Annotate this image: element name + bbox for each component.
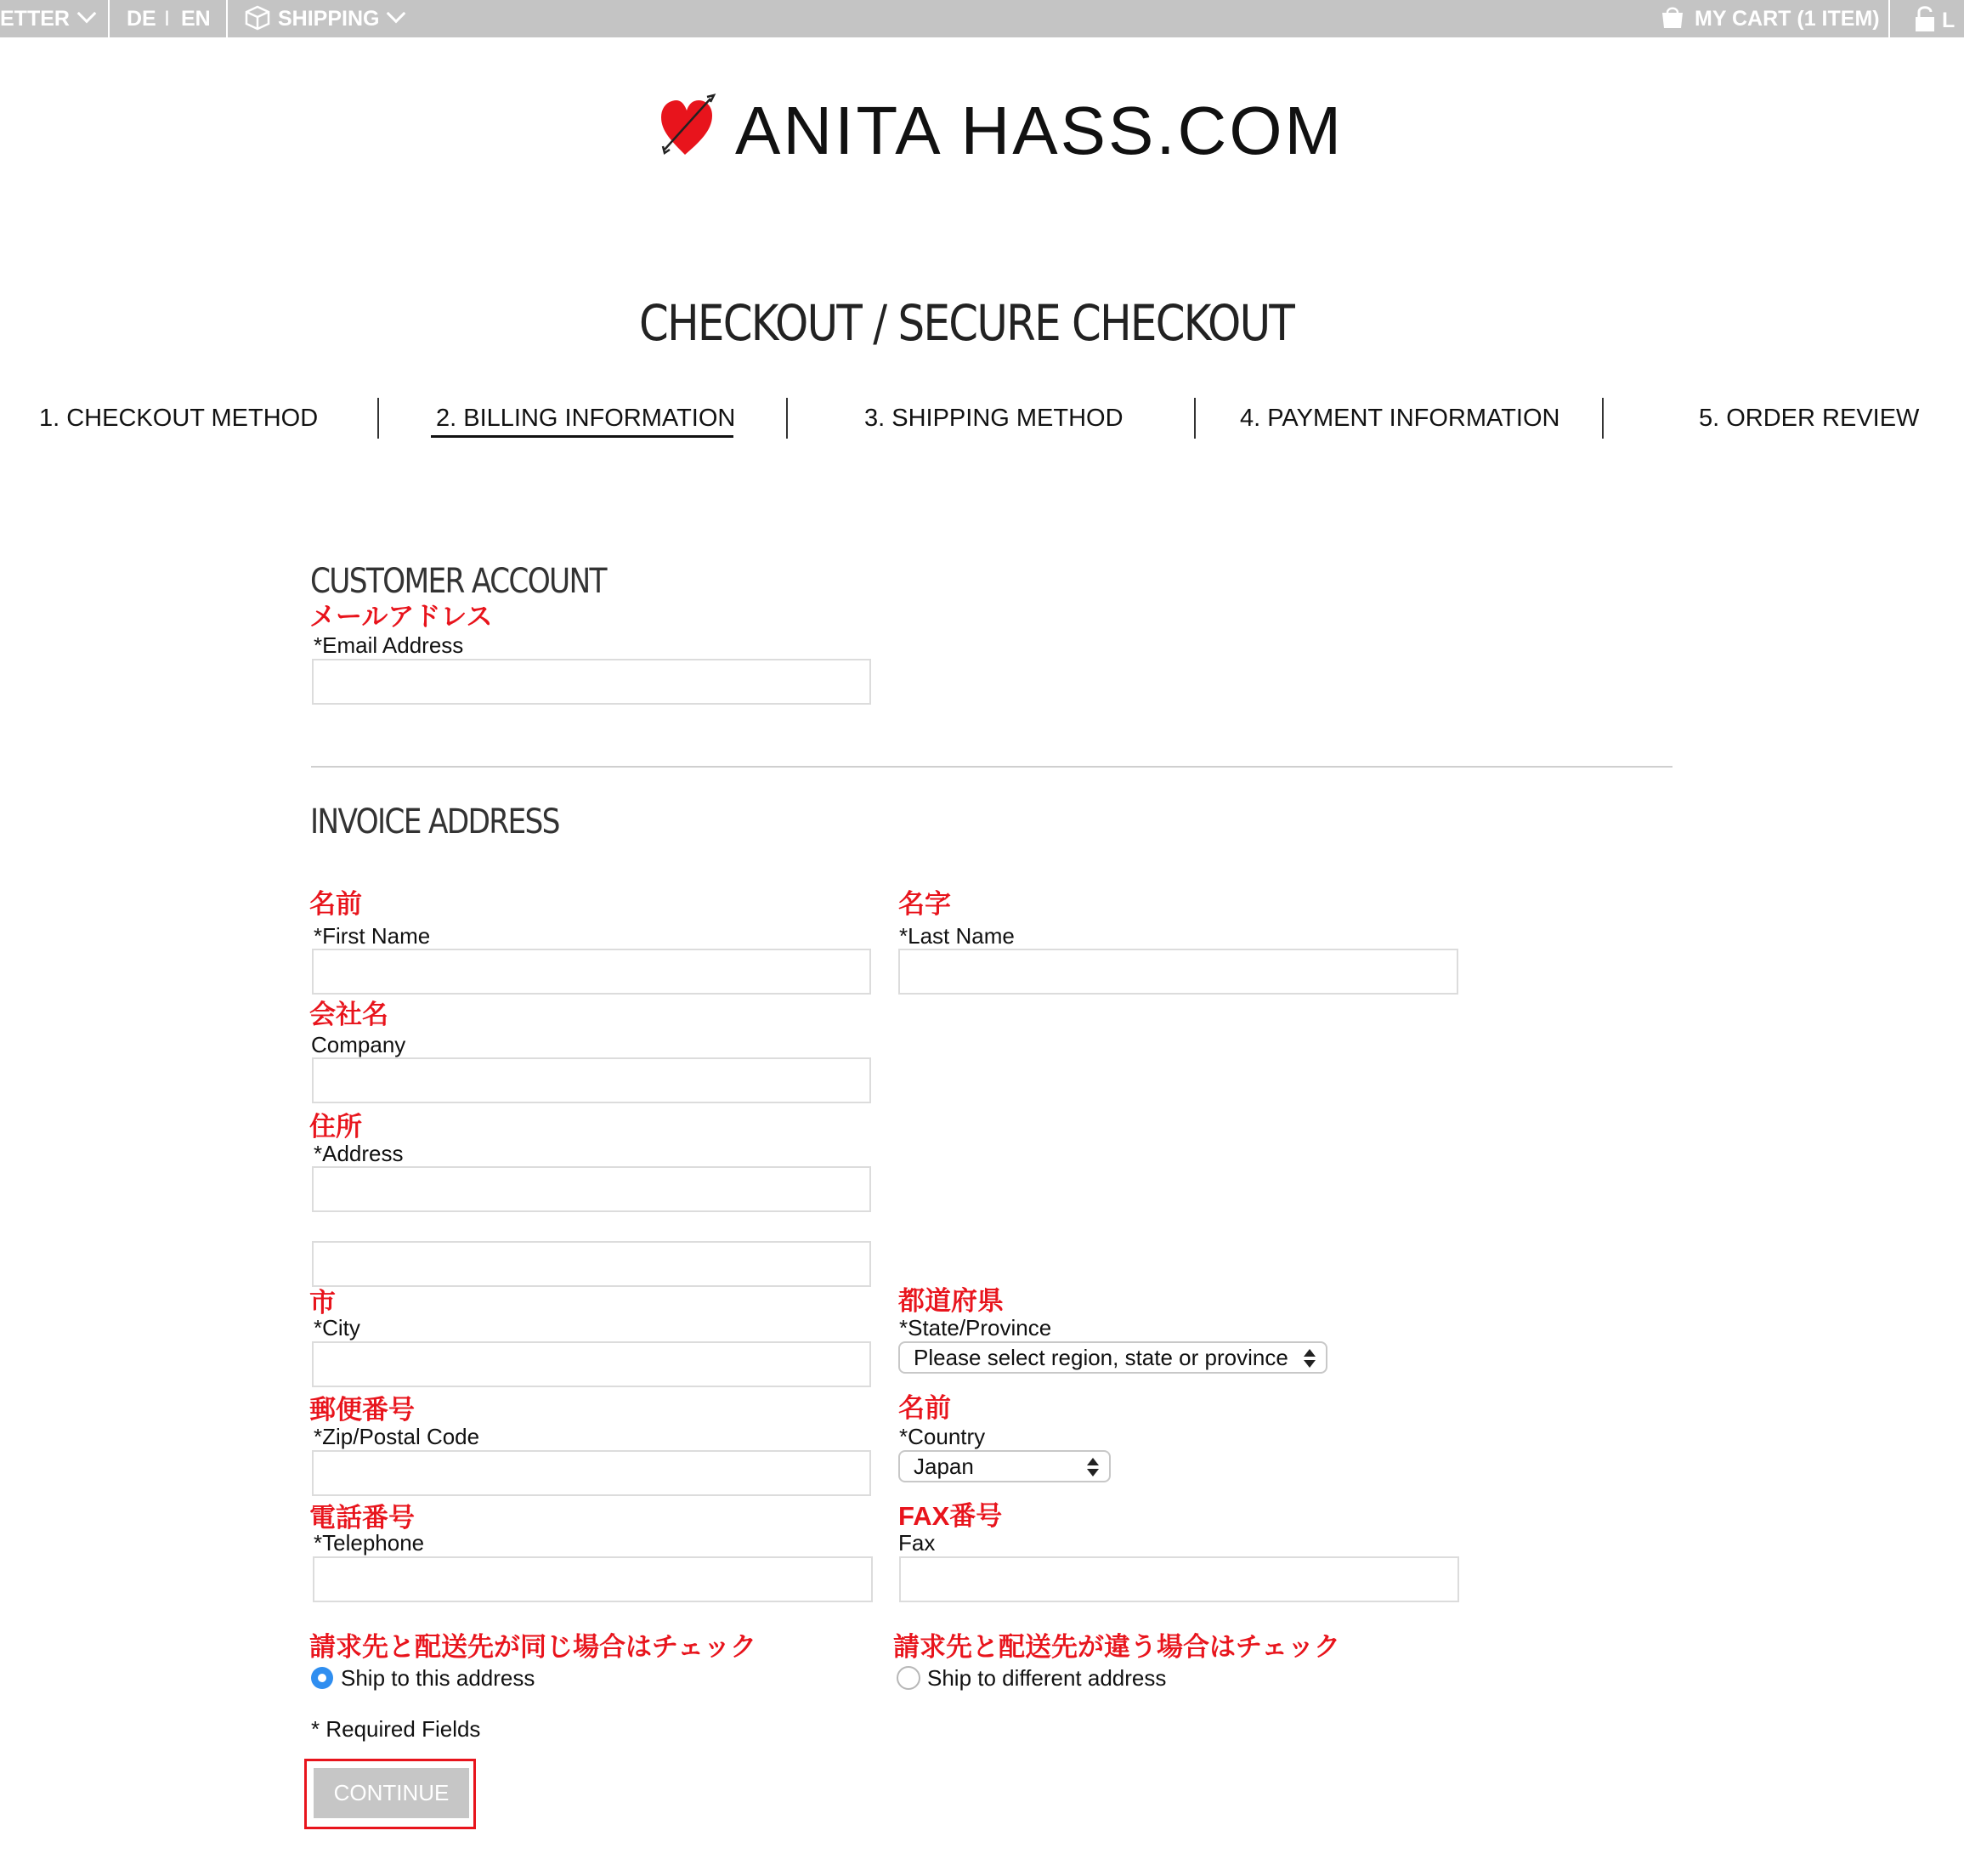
city-label: *City [314, 1315, 360, 1340]
select-arrows-icon [1304, 1347, 1316, 1369]
state-select-value: Please select region, state or province [914, 1345, 1288, 1370]
step-divider [1194, 398, 1196, 439]
telephone-label: *Telephone [314, 1530, 425, 1556]
chevron-down-icon [77, 4, 97, 24]
topbar-divider [1888, 0, 1890, 37]
ship-same-radio[interactable] [311, 1667, 333, 1689]
lock-icon [1913, 5, 1937, 32]
invoice-address-heading: INVOICE ADDRESS [310, 802, 559, 842]
step-billing-information[interactable]: 2. BILLING INFORMATION [436, 405, 736, 432]
required-fields-note: * Required Fields [311, 1716, 481, 1742]
last-name-jp-annotation: 名字 [898, 889, 951, 919]
heart-logo-icon[interactable] [656, 94, 717, 158]
email-jp-annotation: メールアドレス [309, 602, 493, 632]
state-jp-annotation: 都道府県 [898, 1286, 1004, 1316]
step-order-review[interactable]: 5. ORDER REVIEW [1699, 405, 1920, 432]
fax-field[interactable] [899, 1556, 1459, 1602]
customer-account-heading: CUSTOMER ACCOUNT [310, 562, 606, 601]
city-jp-annotation: 市 [309, 1288, 336, 1318]
step-divider [786, 398, 788, 439]
address-line1-field[interactable] [312, 1166, 871, 1212]
zip-jp-annotation: 郵便番号 [309, 1395, 415, 1425]
telephone-jp-annotation: 電話番号 [309, 1503, 415, 1533]
continue-button[interactable]: CONTINUE [314, 1768, 469, 1818]
lang-en-link[interactable]: EN [181, 7, 211, 31]
telephone-field[interactable] [313, 1556, 873, 1602]
email-label: *Email Address [314, 632, 464, 658]
shopping-bag-icon [1659, 4, 1686, 30]
lang-separator: I [164, 7, 170, 31]
ship-same-jp-annotation: 請求先と配送先が同じ場合はチェック [309, 1632, 757, 1662]
first-name-field[interactable] [312, 949, 871, 995]
ship-same-label[interactable]: Ship to this address [341, 1665, 535, 1691]
box-icon [244, 5, 271, 31]
country-select-value: Japan [914, 1454, 974, 1479]
topbar-divider [226, 0, 228, 37]
ship-diff-jp-annotation: 請求先と配送先が違う場合はチェック [893, 1632, 1341, 1662]
address-label: *Address [314, 1141, 404, 1166]
last-name-label: *Last Name [899, 923, 1015, 949]
step-payment-information[interactable]: 4. PAYMENT INFORMATION [1240, 405, 1560, 432]
zip-field[interactable] [312, 1450, 871, 1496]
country-label: *Country [899, 1424, 986, 1449]
company-label: Company [311, 1032, 406, 1057]
step-divider [1602, 398, 1604, 439]
first-name-label: *First Name [314, 923, 431, 949]
company-field[interactable] [312, 1057, 871, 1103]
company-jp-annotation: 会社名 [309, 1000, 388, 1029]
email-field[interactable] [312, 659, 871, 705]
login-link[interactable]: L [1913, 0, 1955, 39]
step-checkout-method[interactable]: 1. CHECKOUT METHOD [39, 405, 319, 432]
country-select[interactable] [898, 1450, 1111, 1482]
cart-link[interactable]: MY CART (1 ITEM) [1659, 0, 1880, 37]
zip-label: *Zip/Postal Code [314, 1424, 480, 1449]
ship-different-radio[interactable] [897, 1666, 920, 1690]
first-name-jp-annotation: 名前 [309, 889, 362, 919]
ship-different-label[interactable]: Ship to different address [927, 1665, 1167, 1691]
chevron-down-icon [387, 4, 406, 24]
state-label: *State/Province [899, 1315, 1052, 1340]
lang-de-link[interactable]: DE [127, 7, 156, 31]
address-jp-annotation: 住所 [309, 1112, 362, 1142]
select-arrows-icon [1087, 1456, 1099, 1478]
newsletter-menu[interactable]: ETTER [0, 0, 93, 37]
logo-text[interactable]: ANITA HASS.COM [735, 93, 1344, 168]
shipping-menu[interactable]: SHIPPING [244, 0, 403, 37]
fax-label: Fax [898, 1530, 936, 1556]
section-divider [311, 766, 1673, 768]
country-jp-annotation: 名前 [898, 1393, 951, 1423]
state-select[interactable] [898, 1341, 1327, 1374]
city-field[interactable] [312, 1341, 871, 1387]
last-name-field[interactable] [898, 949, 1458, 995]
topbar-divider [108, 0, 110, 37]
fax-jp-annotation: FAX番号 [898, 1501, 1003, 1531]
page-title: CHECKOUT / SECURE CHECKOUT [639, 294, 1294, 352]
step-shipping-method[interactable]: 3. SHIPPING METHOD [864, 405, 1123, 432]
step-divider [377, 398, 379, 439]
address-line2-field[interactable] [312, 1241, 871, 1287]
active-step-underline [431, 435, 733, 438]
